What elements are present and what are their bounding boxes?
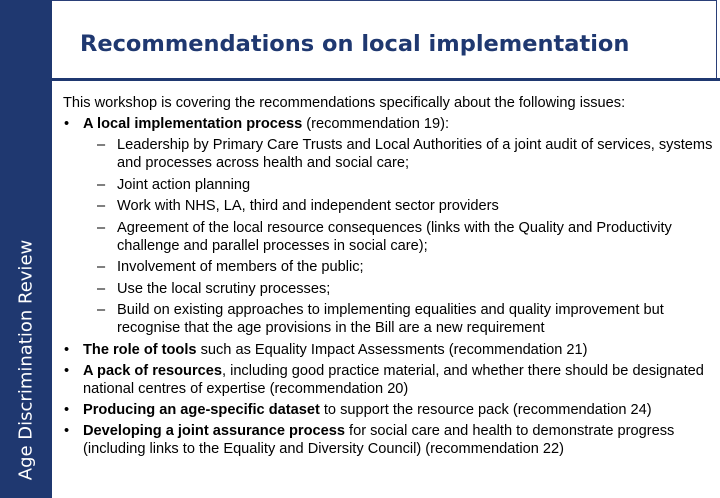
bullet-item [63,422,715,458]
sub-item [83,176,715,194]
dash-icon: – [97,176,106,193]
dash-icon: – [97,302,106,318]
sub-item-text: Joint action planning [117,176,251,193]
sub-item [83,280,715,298]
sidebar-label: Age Discrimination Review [15,239,37,481]
bullet-heading: The role of tools [83,341,197,358]
dash-icon: – [97,259,106,275]
bullet-icon: • [64,422,70,439]
sub-item-text: Work with NHS, LA, third and independent sector providers [117,198,499,214]
bullet-heading: Developing a joint assurance process [83,422,345,439]
sub-item-text: Use the local scrutiny processes; [117,280,331,297]
bullet-heading: Producing an age-specific dataset [83,401,320,418]
dash-icon: – [97,280,106,297]
title-divider [52,78,720,81]
dash-icon: – [97,219,106,236]
dash-icon: – [97,137,106,153]
sub-item-text: Involvement of members of the public; [117,259,364,275]
sidebar-band [0,0,52,498]
intro-text: This workshop is covering the recommendations specifically about the following issues: [63,95,626,111]
bullet-item [63,115,715,337]
bullet-icon: • [64,341,70,358]
sub-item-text: Agreement of the local resource consequences (links with the Quality and Productivity challenge and parallel processes in social care); [117,219,672,254]
page-title: Recommendations on local implementation [80,31,630,57]
bullet-heading: A pack of resources [83,362,222,379]
sub-item [83,136,715,172]
bullet-icon: • [64,401,70,418]
sub-item [83,219,715,255]
bullet-item [63,401,715,419]
sub-item-text: Build on existing approaches to implementing equalities and quality improvement but recognise that the age provisions in the Bill are a new requirement [117,302,664,336]
bullet-list [63,115,715,458]
bullet-text: such as Equality Impact Assessments (recommendation 21) [196,341,588,358]
sub-list [83,136,715,337]
bullet-heading: A local implementation process [83,116,303,132]
bullet-item [63,341,715,359]
bullet-icon: • [64,116,70,132]
bullet-text: to support the resource pack (recommendation 24) [319,401,652,418]
bullet-item [63,362,715,398]
content-body [63,94,715,461]
bullet-icon: • [64,362,70,379]
sub-item [83,258,715,276]
bullet-text: for social care and health to demonstrate progress (including links to the Equality and Diversity Council) (recommendation 22) [83,422,675,457]
sub-item [83,301,715,337]
bullet-text: (recommendation 19): [302,116,450,132]
bullet-text: , including good practice material, and whether there should be designated national centres of expertise (recommendation 20) [83,362,704,397]
dash-icon: – [97,198,106,214]
sub-item [83,197,715,215]
sub-item-text: Leadership by Primary Care Trusts and Local Authorities of a joint audit of services, systems and processes across health and social care; [117,137,713,171]
